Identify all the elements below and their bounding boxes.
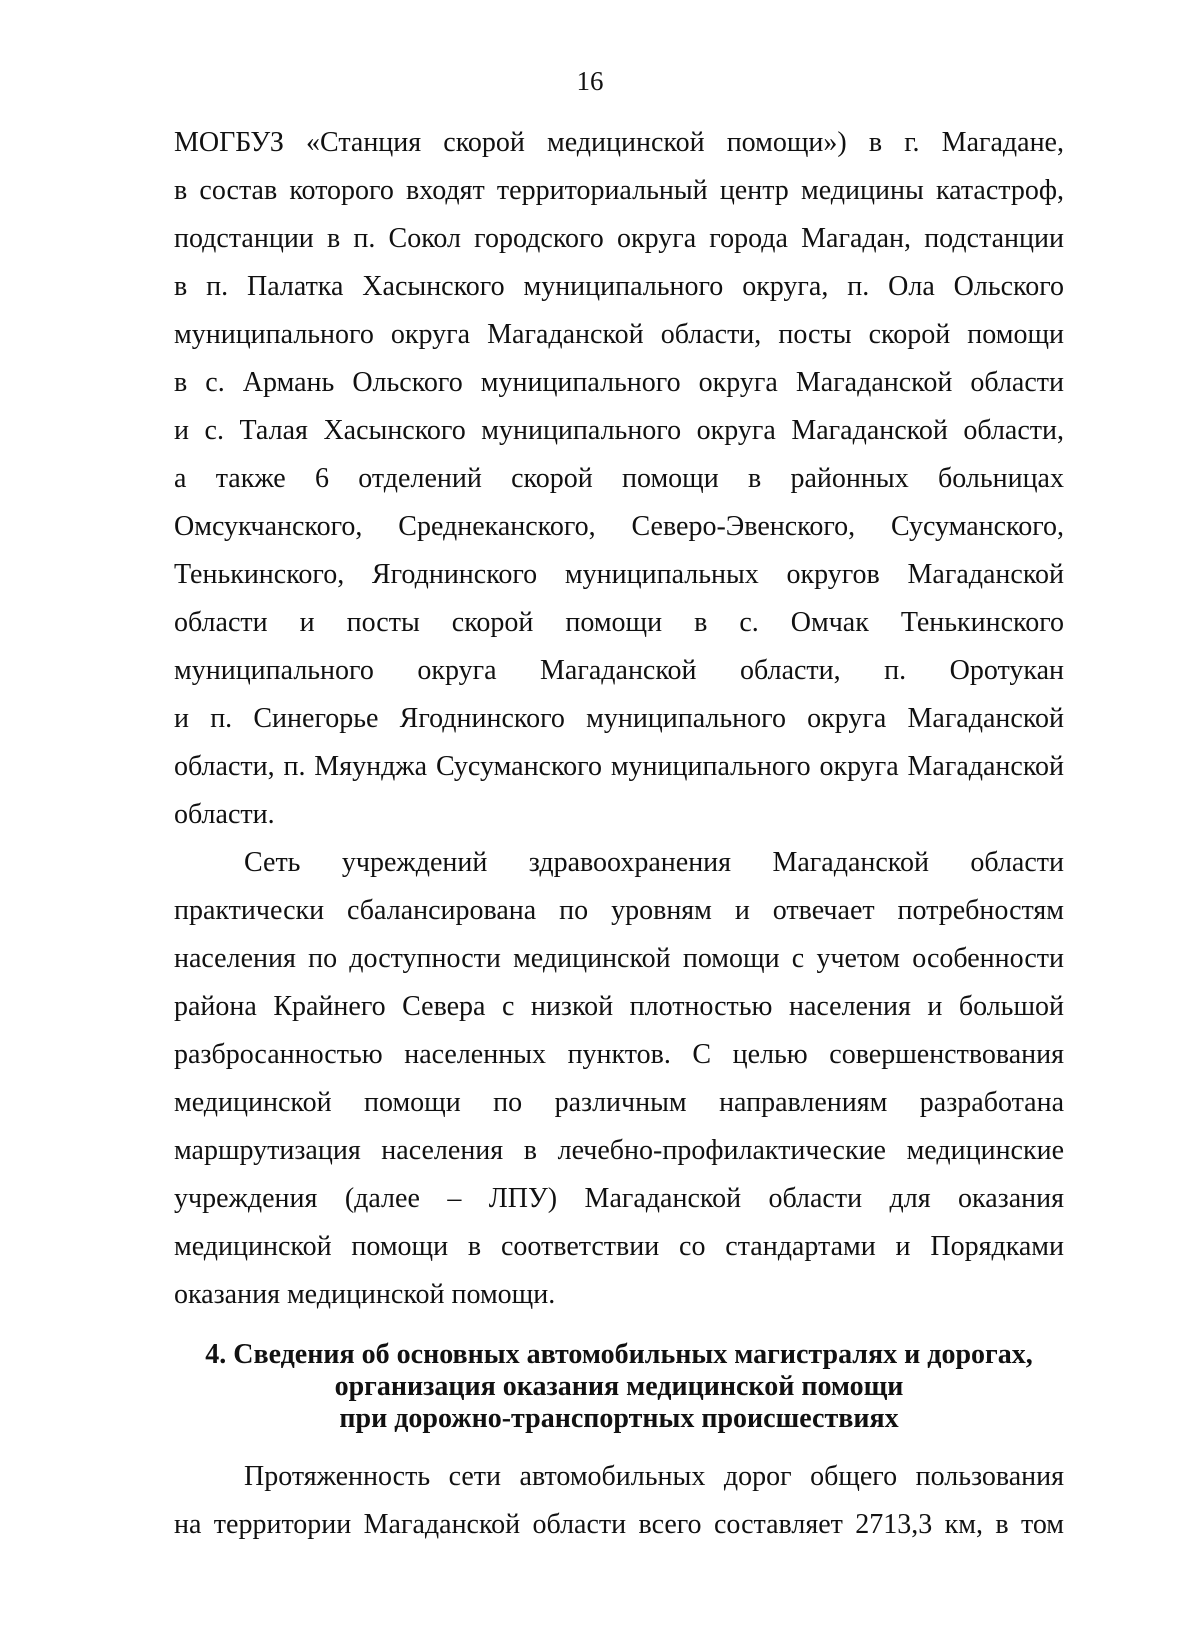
text-line: медицинской помощи в соответствии со стандартами и Порядками	[174, 1231, 1064, 1262]
text-line: Сеть учреждений здравоохранения Магаданской области	[244, 847, 1064, 878]
text-line: разбросанностью населенных пунктов. С целью совершенствования	[174, 1039, 1064, 1070]
text-line: области.	[174, 799, 275, 830]
text-line: района Крайнего Севера с низкой плотностью населения и большой	[174, 991, 1064, 1022]
text-line: населения по доступности медицинской помощи с учетом особенности	[174, 943, 1064, 974]
text-line: МОГБУЗ «Станция скорой медицинской помощи») в г. Магадане,	[174, 127, 1064, 158]
heading-line: 4. Сведения об основных автомобильных магистралях и дорогах,	[205, 1339, 1033, 1370]
paragraph-ambulance-network	[174, 119, 1064, 839]
text-line: Протяженность сети автомобильных дорог общего пользования	[244, 1461, 1064, 1492]
page-number: 16	[576, 66, 604, 96]
text-line: а также 6 отделений скорой помощи в районных больницах	[174, 463, 1064, 494]
section-heading	[174, 1339, 1064, 1435]
heading-line: при дорожно-транспортных происшествиях	[339, 1403, 899, 1434]
text-line: в с. Армань Ольского муниципального округа Магаданской области	[174, 367, 1064, 398]
text-line: области и посты скорой помощи в с. Омчак Тенькинского	[174, 607, 1064, 638]
text-line: учреждения (далее – ЛПУ) Магаданской области для оказания	[174, 1183, 1064, 1214]
text-line: в состав которого входят территориальный центр медицины катастроф,	[174, 175, 1064, 206]
heading-line: организация оказания медицинской помощи	[334, 1371, 904, 1402]
text-line: и п. Синегорье Ягоднинского муниципального округа Магаданской	[174, 703, 1064, 734]
text-line: муниципального округа Магаданской области, п. Оротукан	[174, 655, 1064, 686]
page-body	[174, 119, 1064, 1549]
text-line: области, п. Мяунджа Сусуманского муниципального округа Магаданской	[174, 751, 1064, 782]
text-line: Тенькинского, Ягоднинского муниципальных округов Магаданской	[174, 559, 1064, 590]
text-line: медицинской помощи по различным направлениям разработана	[174, 1087, 1064, 1118]
text-line: в п. Палатка Хасынского муниципального округа, п. Ола Ольского	[174, 271, 1064, 302]
paragraph-healthcare-network	[174, 839, 1064, 1319]
text-line: Омсукчанского, Среднеканского, Северо-Эвенского, Сусуманского,	[174, 511, 1064, 542]
text-line: муниципального округа Магаданской области, посты скорой помощи	[174, 319, 1064, 350]
text-line: подстанции в п. Сокол городского округа города Магадан, подстанции	[174, 223, 1064, 254]
paragraph-road-network	[174, 1453, 1064, 1549]
text-line: оказания медицинской помощи.	[174, 1279, 556, 1310]
text-line: маршрутизация населения в лечебно-профилактические медицинские	[174, 1135, 1064, 1166]
text-line: на территории Магаданской области всего составляет 2713,3 км, в том	[174, 1509, 1064, 1540]
text-line: практически сбалансирована по уровням и отвечает потребностям	[174, 895, 1064, 926]
text-line: и с. Талая Хасынского муниципального округа Магаданской области,	[174, 415, 1064, 446]
